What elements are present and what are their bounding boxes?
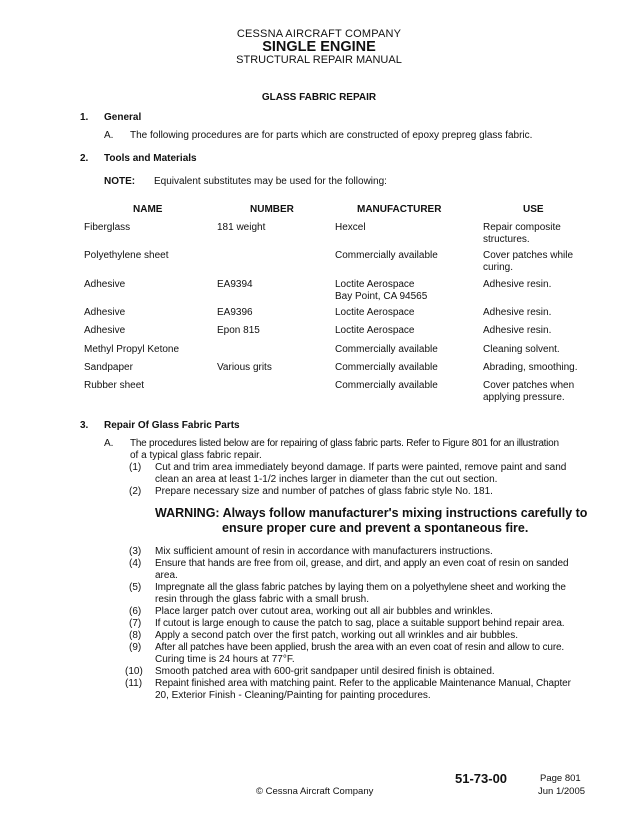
cell-name: Fiberglass [84,222,131,233]
section-3-item-text: The procedures listed below are for repairing of glass fabric parts. Refer to Figure 801 for an illustration [130,438,559,449]
cell-manufacturer: Commercially available [335,380,438,391]
cell-number: EA9394 [217,279,253,290]
section-1-heading: General [104,112,142,123]
cell-name: Adhesive [84,325,126,336]
cell-use: Cover patches while [483,250,574,261]
step-text: Mix sufficient amount of resin in accordance with manufacturers instructions. [155,546,493,557]
list-item [0,582,638,606]
model-title: SINGLE ENGINE [262,39,376,55]
cell-name: Sandpaper [84,362,133,373]
step-text: Prepare necessary size and number of patches of glass fabric style No. 181. [155,486,493,497]
table-row [0,222,638,248]
section-3-heading: Repair Of Glass Fabric Parts [104,420,240,431]
page-number: Page 801 [540,773,581,784]
cell-number: 181 weight [217,222,266,233]
cell-use-line2: applying pressure. [483,392,565,403]
section-1-item-label: A. [104,130,114,141]
step-text: After all patches have been applied, brush the area with an even coat of resin and allow to cure. [155,642,565,653]
cell-use: Cleaning solvent. [483,344,560,355]
cell-use: Repair composite [483,222,561,233]
step-number: (8) [129,630,142,641]
warning-line-1: WARNING: Always follow manufacturer's mixing instructions carefully to [155,506,588,520]
cell-use: Adhesive resin. [483,325,552,336]
table-row [0,279,638,305]
table-row [0,362,638,376]
section-3-item-text-line2: of a typical glass fabric repair. [130,450,262,461]
table-header-manufacturer: MANUFACTURER [357,204,442,215]
warning-line-2: ensure proper cure and prevent a spontaneous fire. [222,521,529,535]
table-header-name: NAME [133,204,163,215]
list-item [0,666,638,678]
cell-manufacturer: Loctite Aerospace [335,279,415,290]
step-text-line2: clean an area at least 1-1/2 inches larger in diameter than the cut out section. [155,474,498,485]
cell-manufacturer: Commercially available [335,344,438,355]
step-number: (7) [129,618,142,629]
table-row [0,250,638,276]
cell-name: Adhesive [84,279,126,290]
step-text-line2: resin through the glass fabric with a small brush. [155,594,369,605]
revision-date: Jun 1/2005 [538,786,586,797]
step-number: (10) [125,666,143,677]
manual-title: STRUCTURAL REPAIR MANUAL [236,54,402,66]
step-number: (11) [125,678,143,689]
cell-number: Epon 815 [217,325,260,336]
cell-use: Adhesive resin. [483,279,552,290]
list-item [0,642,638,666]
cell-use-line2: structures. [483,234,530,245]
list-item [0,558,638,582]
step-number: (1) [129,462,142,473]
cell-manufacturer: Commercially available [335,362,438,373]
list-item [0,630,638,642]
section-2-number: 2. [80,153,89,164]
step-number: (3) [129,546,142,557]
cell-manufacturer: Commercially available [335,250,438,261]
note-text: Equivalent substitutes may be used for the following: [154,176,387,187]
copyright: © Cessna Aircraft Company [256,786,374,797]
list-item [0,486,638,498]
step-number: (5) [129,582,142,593]
section-2-heading: Tools and Materials [104,153,197,164]
step-text-line2: 20, Exterior Finish - Cleaning/Painting for painting procedures. [155,690,431,701]
step-text: Repaint finished area with matching paint. Refer to the applicable Maintenance Manual, Chapter [155,678,571,689]
step-text: Ensure that hands are free from oil, grease, and dirt, and apply an even coat of resin on sanded [155,558,569,569]
cell-manufacturer: Loctite Aerospace [335,325,415,336]
cell-manufacturer: Hexcel [335,222,366,233]
document-id: 51-73-00 [455,771,508,786]
section-3-item-label: A. [104,438,114,449]
cell-name: Rubber sheet [84,380,145,391]
cell-name: Polyethylene sheet [84,250,169,261]
cell-manufacturer-line2: Bay Point, CA 94565 [335,291,428,302]
step-text: Impregnate all the glass fabric patches by laying them on a polyethylene sheet and working the [155,582,566,593]
note-label: NOTE: [104,176,136,187]
list-item [0,546,638,558]
list-item [0,462,638,486]
section-1-item-text: The following procedures are for parts which are constructed of epoxy prepreg glass fabric. [130,130,533,141]
list-item [0,678,638,702]
page-title: GLASS FABRIC REPAIR [261,92,377,103]
list-item [0,618,638,630]
step-text: Apply a second patch over the first patch, working out all wrinkles and air bubbles. [155,630,518,641]
step-number: (4) [129,558,142,569]
step-text: Smooth patched area with 600-grit sandpaper until desired finish is obtained. [155,666,495,677]
table-header-use: USE [523,204,544,215]
cell-number: EA9396 [217,307,253,318]
table-header-number: NUMBER [250,204,294,215]
table-row [0,344,638,358]
step-text: Place larger patch over cutout area, working out all air bubbles and wrinkles. [155,606,493,617]
cell-name: Methyl Propyl Ketone [84,344,180,355]
cell-number: Various grits [217,362,272,373]
company-name: CESSNA AIRCRAFT COMPANY [236,28,402,40]
cell-use: Abrading, smoothing. [483,362,578,373]
cell-manufacturer: Loctite Aerospace [335,307,415,318]
step-number: (9) [129,642,142,653]
step-number: (6) [129,606,142,617]
step-number: (2) [129,486,142,497]
cell-use: Adhesive resin. [483,307,552,318]
table-row [0,380,638,406]
step-text: Cut and trim area immediately beyond damage. If parts were painted, remove paint and sand [155,462,567,473]
list-item [0,606,638,618]
cell-use: Cover patches when [483,380,575,391]
table-row [0,325,638,339]
cell-name: Adhesive [84,307,126,318]
step-text-line2: area. [155,570,178,581]
cell-use-line2: curing. [483,262,514,273]
step-text-line2: Curing time is 24 hours at 77°F. [155,654,295,665]
section-1-number: 1. [80,112,89,123]
table-row [0,307,638,321]
section-3-number: 3. [80,420,89,431]
step-text: If cutout is large enough to cause the patch to sag, place a suitable support behind repair area. [155,618,565,629]
